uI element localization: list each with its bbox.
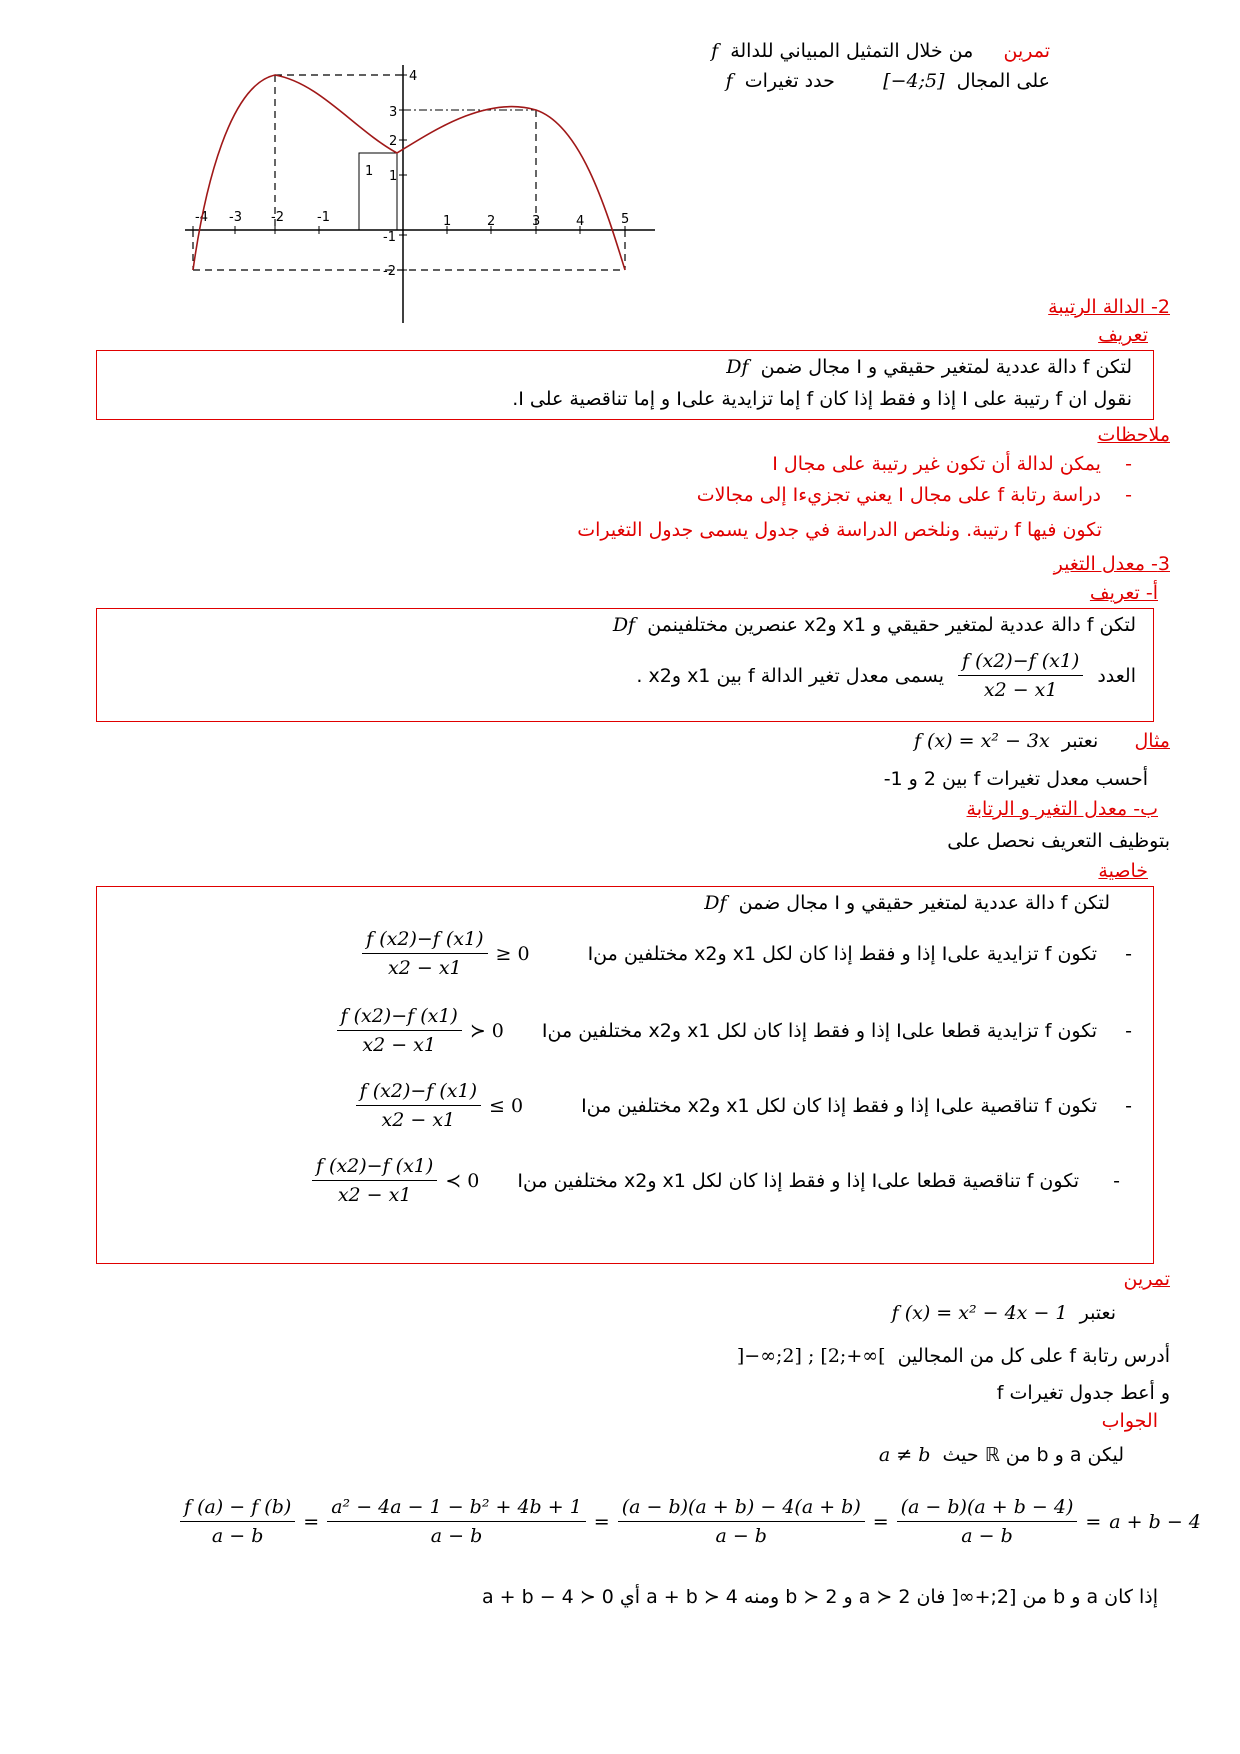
property-item-3-text: تكون f تناقصية علىI إذا و فقط إذا كان لكل x1 وx2 مختلفين منI	[581, 1094, 1098, 1117]
equals-sign: =	[872, 1510, 889, 1533]
section3-intro: بتوظيف التعريف نحصل على	[947, 830, 1170, 852]
note-2-bullet: -	[1100, 484, 1132, 506]
exercise1-line1	[711, 40, 1050, 62]
property-item-1-text: تكون f تزايدية علىI إذا و فقط إذا كان لكل x1 وx2 مختلفين منI	[587, 942, 1098, 965]
definition1-line2: نقول ان f رتيبة على I إذا و فقط إذا كان f إما تزايدية علىI و إما تناقصية على I.	[512, 388, 1132, 410]
x-tick-label: 5	[621, 212, 630, 227]
property-item-3-bullet: -	[1107, 1094, 1132, 1117]
definition1-text1: لتكن f دالة عددية لمتغير حقيقي و I مجال ضمن	[760, 356, 1132, 378]
definition2-text2a: العدد	[1097, 664, 1136, 687]
property-item-2-text: تكون f تزايدية قطعا علىI إذا و فقط إذا كان لكل x1 وx2 مختلفين منI	[541, 1019, 1098, 1042]
property-fraction-den: x2 − x1	[362, 1034, 436, 1056]
note-2-text: دراسة رتابة f على مجال I يعني تجزيءI إلى مجالات	[696, 484, 1101, 506]
eq-fraction-1-den: a − b	[211, 1525, 264, 1547]
definition1-df: Df	[726, 356, 749, 378]
definition2-df: Df	[612, 614, 636, 636]
function-graph	[185, 65, 655, 323]
property-item-1-bullet: -	[1107, 942, 1132, 965]
eq-fraction-4-den: a − b	[961, 1525, 1013, 1547]
property-item-3-fraction	[356, 1080, 481, 1131]
property-fraction-num: f (x2)−f (x1)	[312, 1155, 437, 1181]
property-item-4-sign: ≺ 0	[445, 1169, 480, 1192]
function-curve	[193, 75, 625, 270]
answer-label: الجواب	[1101, 1410, 1158, 1432]
exercise1-text2b: حدد تغيرات	[744, 70, 835, 92]
eq-fraction-1-num: f (a) − f (b)	[180, 1496, 295, 1522]
y-tick-label: 1	[389, 169, 398, 184]
x-tick-label: 2	[487, 214, 496, 229]
exercise2-line3: و أعط جدول تغيرات f	[996, 1382, 1170, 1404]
x-tick-label: -1	[317, 210, 330, 225]
property-fraction-num: f (x2)−f (x1)	[356, 1080, 481, 1106]
exercise2-title: تمرين	[1123, 1268, 1170, 1290]
property-item-3	[356, 1080, 1132, 1131]
x-tick-label: 3	[532, 214, 541, 229]
property-fraction-num: f (x2)−f (x1)	[362, 928, 487, 954]
exercise2-text1: نعتبر	[1079, 1302, 1116, 1324]
exercise1-f2: f	[725, 70, 733, 92]
exercise2-line2	[737, 1345, 1170, 1367]
exercise2-function: f (x) = x² − 4x − 1	[891, 1302, 1068, 1324]
equals-sign: =	[1085, 1510, 1102, 1533]
eq-fraction-3-num: (a − b)(a + b) − 4(a + b)	[618, 1496, 865, 1522]
section2-heading: 2- الدالة الرتيبة	[1048, 296, 1170, 318]
example-label: مثال	[1134, 730, 1170, 752]
eq-fraction-4	[897, 1496, 1078, 1547]
section3-sub-b: ب- معدل التغير و الرتابة	[966, 798, 1158, 820]
property-item-4-bullet: -	[1088, 1169, 1120, 1192]
y-tick-label: -1	[383, 230, 396, 245]
exercise1-line2	[726, 70, 1050, 92]
note-2	[697, 484, 1132, 506]
eq-result: a + b − 4	[1109, 1510, 1201, 1533]
note-1	[772, 453, 1132, 475]
eq-fraction-1	[180, 1496, 295, 1547]
exercise2-last-line: إذا كان a و b من [2;+∞[ فان a ≻ 2 و b ≻ 2 ومنه a + b ≻ 4 أي a + b − 4 ≻ 0	[481, 1586, 1158, 1608]
exercise2-text2: أدرس رتابة f على كل من المجالين	[897, 1345, 1170, 1367]
property-item-1-fraction	[362, 928, 487, 979]
definition2-text1: لتكن f دالة عددية لمتغير حقيقي و x1 وx2 عنصرين مختلفينمن	[647, 614, 1136, 636]
property-item-4-math	[312, 1155, 487, 1206]
example-math: f (x) = x² − 3x	[913, 730, 1050, 752]
exercise2-text4: ليكن a و b من ℝ حيث	[942, 1444, 1124, 1466]
exercise2-line4	[879, 1444, 1124, 1466]
note-1-text: يمكن لدالة أن تكون غير رتيبة على مجال I	[772, 453, 1101, 475]
property-item-4-fraction	[312, 1155, 437, 1206]
definition2-line2	[636, 650, 1136, 701]
property-fraction-den: x2 − x1	[388, 957, 462, 979]
property-fraction-num: f (x2)−f (x1)	[337, 1005, 462, 1031]
eq-fraction-3	[618, 1496, 865, 1547]
rate-fraction	[958, 650, 1083, 701]
exercise2-intervals: ]−∞;2] ; [2;+∞[	[736, 1345, 886, 1367]
y-tick-label: 3	[389, 105, 398, 120]
property-item-2-math	[337, 1005, 512, 1056]
definition1-line1	[726, 356, 1132, 378]
note-3: تكون فيها f رتيبة. ونلخص الدراسة في جدول يسمى جدول التغيرات	[577, 519, 1102, 541]
property-label: خاصية	[1098, 860, 1148, 882]
property-head	[704, 892, 1110, 914]
property-item-1-sign: ≥ 0	[495, 942, 530, 965]
rate-computation	[180, 1496, 1201, 1547]
eq-fraction-2-den: a − b	[430, 1525, 483, 1547]
definition2-line1	[613, 614, 1136, 636]
eq-fraction-3-den: a − b	[715, 1525, 767, 1547]
property-head-df: Df	[704, 892, 727, 914]
eq-fraction-4-num: (a − b)(a + b − 4)	[897, 1496, 1078, 1522]
definition2-text2b: يسمى معدل تغير الدالة f بين x1 وx2 .	[636, 664, 944, 687]
example-line	[914, 730, 1170, 752]
property-item-4-text: تكون f تناقصية قطعا علىI إذا و فقط إذا كان لكل x1 وx2 مختلفين منI	[517, 1169, 1079, 1192]
example-text: نعتبر	[1061, 730, 1099, 752]
property-item-4	[312, 1155, 1120, 1206]
equals-sign: =	[303, 1510, 320, 1533]
x-tick-label: -3	[229, 210, 242, 225]
exercise2-line1	[892, 1302, 1116, 1324]
exercise1-title: تمرين	[1003, 40, 1050, 62]
property-item-3-math	[356, 1080, 531, 1131]
eq-fraction-2	[327, 1496, 586, 1547]
example-question: أحسب معدل تغيرات f بين 2 و 1-	[883, 768, 1148, 790]
notes-label: ملاحظات	[1097, 424, 1170, 446]
eq-fraction-2-num: a² − 4a − 1 − b² + 4b + 1	[327, 1496, 586, 1522]
property-item-2-bullet: -	[1107, 1019, 1132, 1042]
rate-computation-row	[180, 1496, 1201, 1547]
exercise1-text1: من خلال التمثيل المبياني للدالة	[730, 40, 974, 62]
unit-box-label: 1	[365, 164, 374, 179]
x-tick-label: -4	[195, 210, 208, 225]
exercise1-interval: [−4;5]	[883, 70, 945, 92]
x-tick-label: 1	[443, 214, 452, 229]
property-item-1	[362, 928, 1132, 979]
section3-sub-a: أ- تعريف	[1089, 582, 1158, 604]
note-1-bullet: -	[1100, 453, 1132, 475]
section2-def-label: تعريف	[1098, 324, 1148, 346]
property-item-2	[337, 1005, 1132, 1056]
property-item-2-sign: ≻ 0	[469, 1019, 504, 1042]
y-tick-label: -2	[383, 264, 396, 279]
exercise2-a-neq-b: a ≠ b	[878, 1444, 931, 1466]
section3-heading: 3- معدل التغير	[1053, 553, 1170, 575]
exercise1-text2a: على المجال	[956, 70, 1050, 92]
x-tick-label: -2	[271, 210, 284, 225]
property-head-text: لتكن f دالة عددية لمتغير حقيقي و I مجال ضمن	[738, 892, 1110, 914]
x-tick-label: 4	[576, 214, 585, 229]
y-tick-label: 2	[389, 134, 398, 149]
property-item-2-fraction	[337, 1005, 462, 1056]
property-item-1-math	[362, 928, 537, 979]
exercise1-f: f	[711, 40, 719, 62]
property-fraction-den: x2 − x1	[381, 1109, 456, 1131]
rate-fraction-num: f (x2)−f (x1)	[958, 650, 1083, 676]
property-item-3-sign: ≤ 0	[489, 1094, 524, 1117]
property-fraction-den: x2 − x1	[337, 1184, 412, 1206]
rate-fraction-den: x2 − x1	[983, 679, 1058, 701]
equals-sign: =	[593, 1510, 610, 1533]
y-tick-label: 4	[409, 69, 418, 84]
